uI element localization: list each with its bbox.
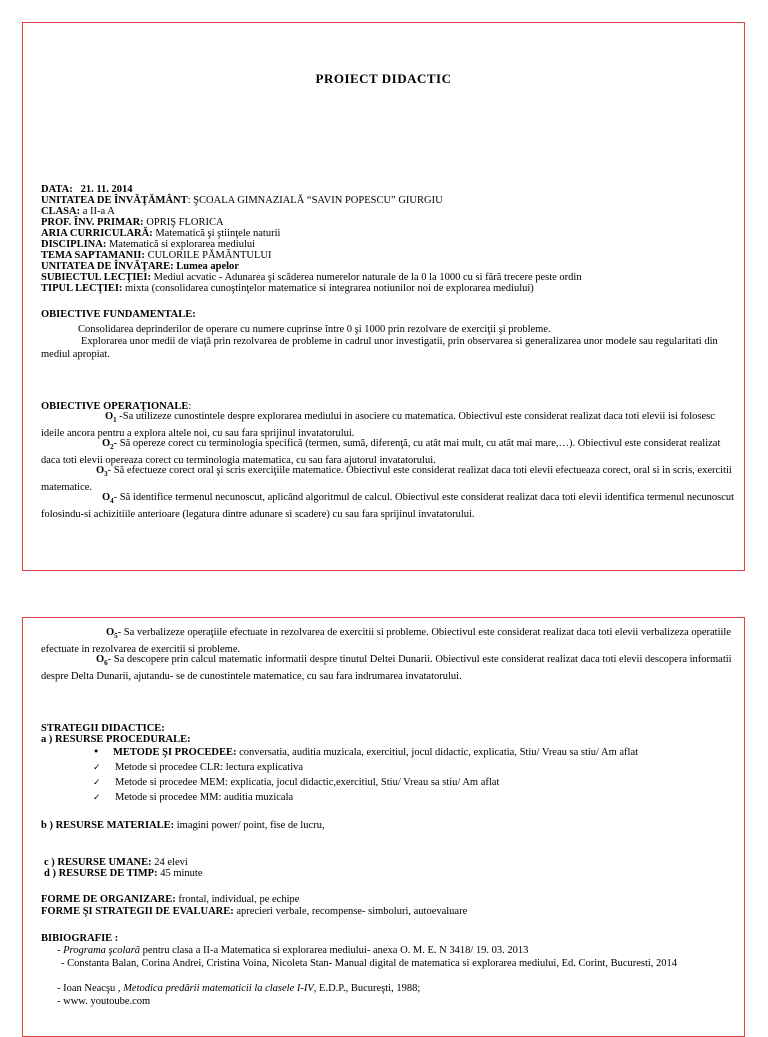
- section-heading-bibliografie: BIBIOGRAFIE :: [41, 933, 119, 944]
- obiectiv-o5: $O_5-$ Sa verbalizeze operaţiile efectuate in rezolvarea de exercitii si probleme. Obiectivul este considerat realizat daca toti elevii verbalizeza operatiile efectuate in rezolvarea de exercitii si probleme.: [41, 627, 732, 656]
- obiectiv-o6: $O_6-$ Sa descopere prin calcul matematic informatii despre tinutul Deltei Dunarii. Obiectivul este considerat realizat daca toti elevii descopera informatii despre Delta Dunarii, ajutandu- se de cunostintele matematice, cu sau fara indrumarea invatatorului.: [41, 654, 732, 683]
- field-tema: TEMA SAPTAMANII: CULORILE PĂMÂNTULUI: [41, 250, 272, 261]
- document-title: PROIECT DIDACTIC: [315, 71, 452, 86]
- resurse-umane: c ) RESURSE UMANE: 24 elevi: [44, 857, 188, 868]
- obiectiv-fundamental-1: Consolidarea deprinderilor de operare cu numere cuprinse între 0 şi 1000 prin rezolvare de exerciţii şi probleme.: [78, 324, 551, 335]
- section-heading-obiective-operationale: OBIECTIVE OPERAŢIONALE:: [41, 401, 192, 412]
- field-aria: ARIA CURRICULARĂ: Matematică şi ştiinţele naturii: [41, 228, 281, 239]
- obiectiv-o3: $O_3-$ Să efectueze corect oral şi scris exerciţiile matematice. Obiectivul este considerat realizat daca toti elevii efectueaza corect, oral si in scris, exercitii matematice.: [41, 465, 732, 494]
- section-heading-obiective-fundamentale: OBIECTIVE FUNDAMENTALE:: [41, 309, 196, 320]
- document-page-1: [22, 22, 745, 571]
- bibliografie-ref-1: - Programa şcolară pentru clasa a II-a Matematica si explorarea mediului- anexa O. M. E. N 3418/ 19. 03. 2013: [57, 945, 529, 956]
- metode-procedee: • METODE ŞI PROCEDEE: conversatia, auditia muzicala, exercitiul, jocul didactic, explicatia, Stiu/ Vreau sa stiu/ Am aflat: [93, 746, 639, 758]
- field-clasa: CLASA: a II-a A: [41, 206, 115, 217]
- forme-evaluare: FORME ŞI STRATEGII DE EVALUARE: aprecieri verbale, recompense- simboluri, autoevaluare: [41, 906, 468, 917]
- obiectiv-fundamental-2: Explorarea unor medii de viaţă prin rezolvarea de probleme in cadrul unor investigatii, prin observarea si generalizarea unor modele sau regularitati din mediul apropiat.: [41, 336, 718, 360]
- bibliografie-ref-2: - Constanta Balan, Corina Andrei, Cristina Voina, Nicoleta Stan- Manual digital de matematica si explorarea mediului, Ed. Corint, Bucuresti, 2014: [61, 958, 678, 969]
- check-item-mem: ✓ Metode si procedee MEM: explicatia, jocul didactic,exercitiul, Stiu/ Vreau sa stiu/ Am aflat: [93, 777, 499, 789]
- field-subiect: SUBIECTUL LECŢIEI: Mediul acvatic - Adunarea şi scăderea numerelor naturale de la 0 la 1000 cu si fără trecere peste ordin: [41, 272, 582, 283]
- section-heading-strategii: STRATEGII DIDACTICE:: [41, 723, 165, 734]
- field-data: DATA: 21. 11. 2014: [41, 184, 133, 195]
- field-unitate-invatare: UNITATEA DE ÎNVĂŢARE: Lumea apelor: [41, 261, 239, 272]
- obiectiv-o4: $O_4-$ Să identifice termenul necunoscut, aplicând algoritmul de calcul. Obiectivul este considerat realizat daca toti elevii identifica termenul necunoscut folosindu-si achizitiile anterioare (legatura dintre adunare si scadere) cu sau fara sprijinul invatatorului.: [41, 492, 735, 521]
- check-item-clr: ✓ Metode si procedee CLR: lectura explicativa: [93, 762, 303, 774]
- field-unitate: UNITATEA DE ÎNVĂŢĂMÂNT: ŞCOALA GIMNAZIALĂ “SAVIN POPESCU” GIURGIU: [41, 195, 443, 206]
- check-item-mm: ✓ Metode si procedee MM: auditia muzicala: [93, 792, 293, 804]
- obiectiv-o1: $O_1$ -Sa utilizeze cunostintele despre explorarea mediului in asociere cu matematica. Obiectivul este considerat realizat daca toti elevii isi folosesc ideile ancora pentru a explora altele noi, cu sau fara sprijinul invatatorului.: [41, 411, 715, 440]
- bibliografie-ref-3: - Ioan Neacşu , Metodica predării matematicii la clasele I-IV, E.D.P., Bucureşti, 1988;: [57, 983, 421, 994]
- bibliografie-ref-4: - www. youtoube.com: [57, 996, 151, 1007]
- resurse-materiale: b ) RESURSE MATERIALE: imagini power/ point, fise de lucru,: [41, 820, 325, 831]
- bullet-icon: •: [93, 746, 100, 758]
- field-prof: PROF. ÎNV. PRIMAR: OPRIŞ FLORICA: [41, 217, 224, 228]
- obiectiv-o2: $O_2-$ Să opereze corect cu terminologia specifică (termen, sumă, diferenţă, cu atât mai mult, cu atât mai mare,…). Obiectivul este considerat realizat daca toti elevii opereaza corect cu terminologia matematica, cu sau fara ajutorul invatatorului.: [41, 438, 721, 467]
- field-disciplina: DISCIPLINA: Matematică si explorarea mediului: [41, 239, 256, 250]
- forme-organizare: FORME DE ORGANIZARE: frontal, individual, pe echipe: [41, 894, 300, 905]
- resurse-procedurale-heading: a ) RESURSE PROCEDURALE:: [41, 734, 191, 745]
- document-page-2: [22, 617, 745, 1037]
- field-tipul: TIPUL LECŢIEI: mixta (consolidarea cunoştinţelor matematice si integrarea notiunilor noi de explorarea mediului): [41, 283, 534, 294]
- resurse-timp: d ) RESURSE DE TIMP: 45 minute: [44, 868, 203, 879]
